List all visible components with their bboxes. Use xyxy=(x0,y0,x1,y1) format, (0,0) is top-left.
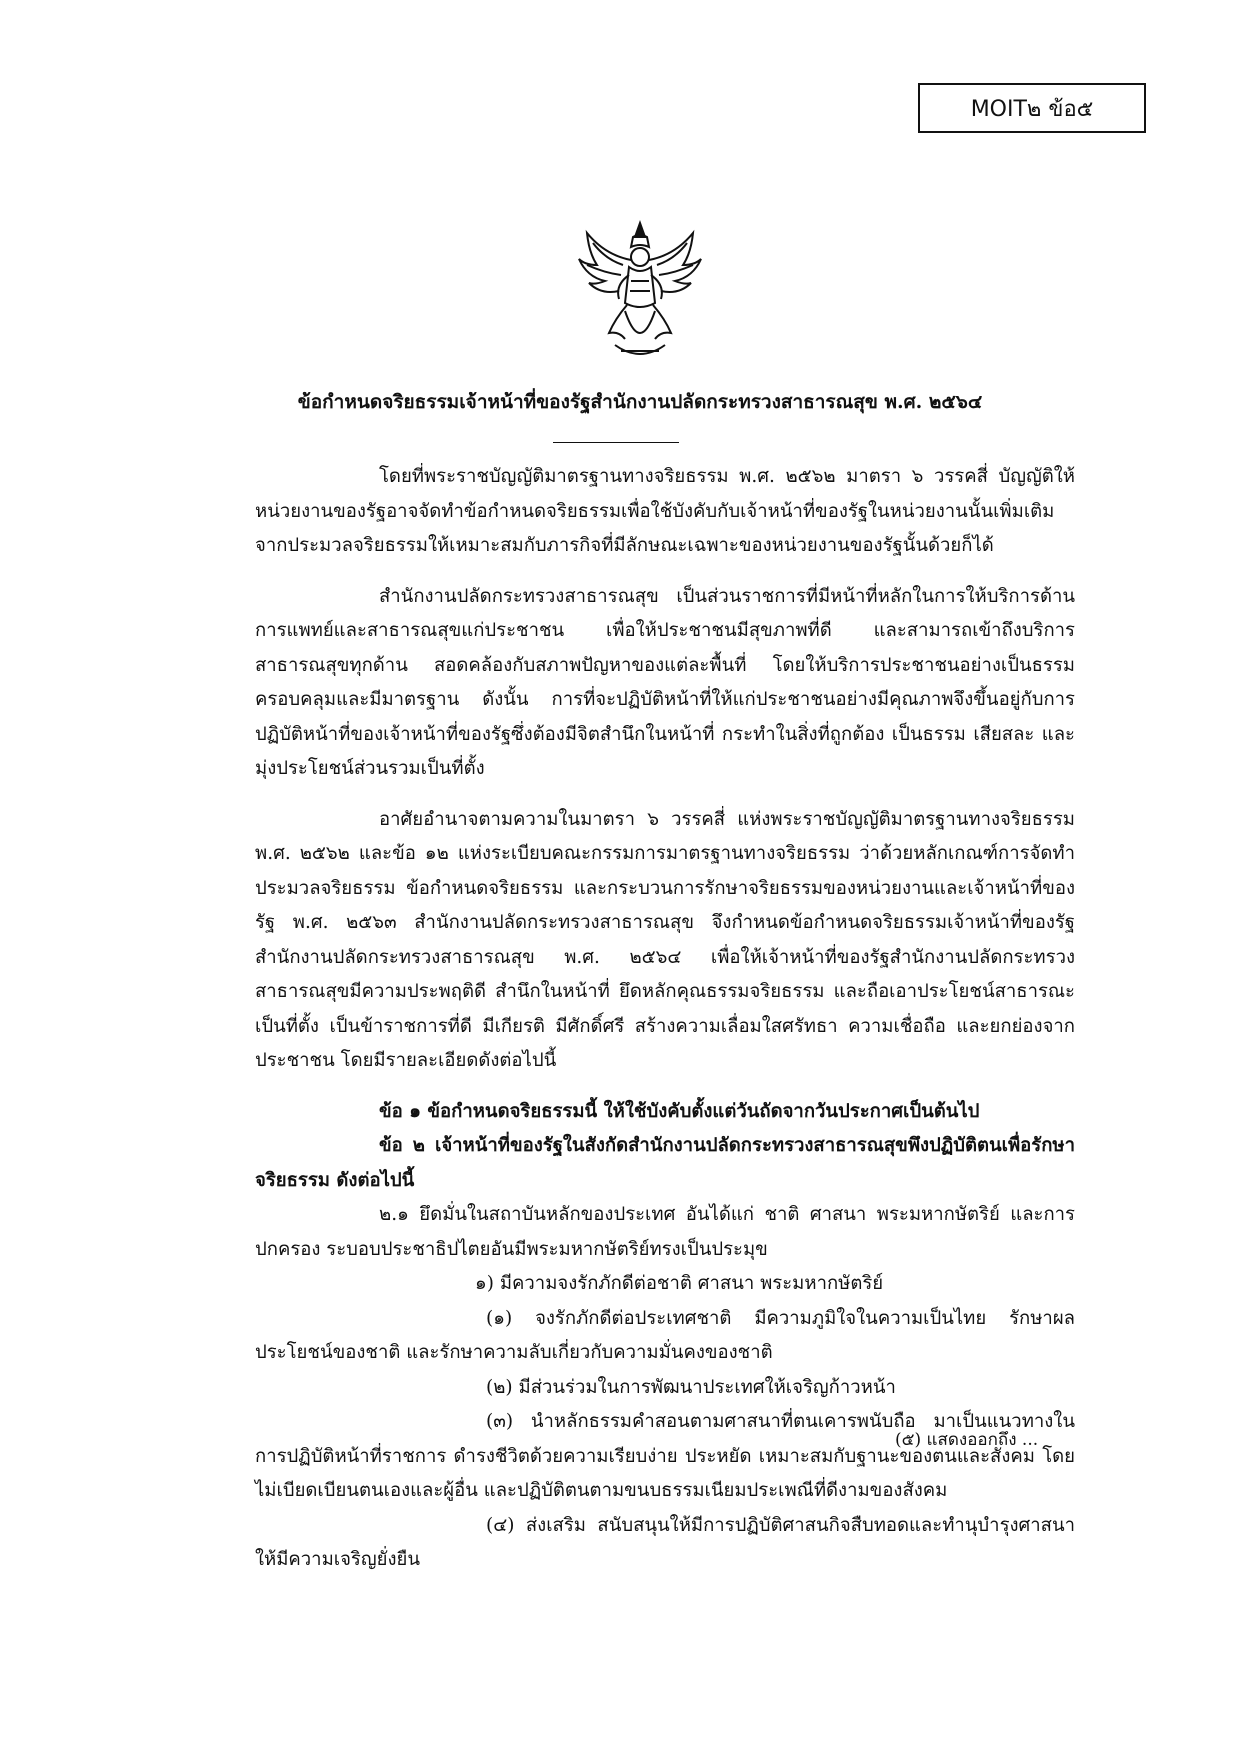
clause-1: ข้อ ๑ ข้อกำหนดจริยธรรมนี้ ให้ใช้บังคับตั้งแต่วันถัดจากวันประกาศเป็นต้นไป xyxy=(379,1100,980,1122)
clause-2-1-1: ๑) มีความจงรักภักดีต่อชาติ ศาสนา พระมหากษัตริย์ xyxy=(475,1273,884,1294)
document-code-box xyxy=(918,83,1146,133)
paragraph-preamble: โดยที่พระราชบัญญัติมาตรฐานทางจริยธรรม พ.ศ. ๒๕๖๒ มาตรา ๖ วรรคสี่ บัญญัติให้หน่วยงานของรัฐอาจจัดทำข้อกำหนดจริยธรรมเพื่อใช้บังคับกับเจ้าหน้าที่ของรัฐในหน่วยงานนั้นเพิ่มเติมจากประมวลจริยธรรมให้เหมาะสมกับภารกิจที่มีลักษณะเฉพาะของหน่วยงานของรัฐนั้นด้วยก็ได้ xyxy=(255,466,1075,556)
next-page-reference: (๕) แสดงออกถึง ... xyxy=(895,1430,1039,1450)
list-item: (๓) นำหลักธรรมคำสอนตามศาสนาที่ตนเคารพนับถือ มาเป็นแนวทางในการปฏิบัติหน้าที่ราชการ ดำรงชีวิตด้วยความเรียบง่าย ประหยัด เหมาะสมกับฐานะของตนและสังคม โดยไม่เบียดเบียนตนเองและผู้อื่น และปฏิบัติตนตามขนบธรรมเนียมประเพณีที่ดีงามของสังคม xyxy=(255,1411,1075,1501)
paragraph-mission: สำนักงานปลัดกระทรวงสาธารณสุข เป็นส่วนราชการที่มีหน้าที่หลักในการให้บริการด้านการแพทย์และสาธารณสุขแก่ประชาชน เพื่อให้ประชาชนมีสุขภาพที่ดี และสามารถเข้าถึงบริการสาธารณสุขทุกด้าน สอดคล้องกับสภาพปัญหาของแต่ละพื้นที่ โดยให้บริการประชาชนอย่างเป็นธรรม ครอบคลุมและมีมาตรฐาน ดังนั้น การที่จะปฏิบัติหน้าที่ให้แก่ประชาชนอย่างมีคุณภาพจึงขึ้นอยู่กับการปฏิบัติหน้าที่ของเจ้าหน้าที่ของรัฐซึ่งต้องมีจิตสำนึกในหน้าที่ กระทำในสิ่งที่ถูกต้อง เป็นธรรม เสียสละ และมุ่งประโยชน์ส่วนรวมเป็นที่ตั้ง xyxy=(255,585,1075,779)
paragraph-authority: อาศัยอำนาจตามความในมาตรา ๖ วรรคสี่ แห่งพระราชบัญญัติมาตรฐานทางจริยธรรม พ.ศ. ๒๕๖๒ และข้อ ๑๒ แห่งระเบียบคณะกรรมการมาตรฐานทางจริยธรรม ว่าด้วยหลักเกณฑ์การจัดทำประมวลจริยธรรม ข้อกำหนดจริยธรรม และกระบวนการรักษาจริยธรรมของหน่วยงานและเจ้าหน้าที่ของรัฐ พ.ศ. ๒๕๖๓ สำนักงานปลัดกระทรวงสาธารณสุข จึงกำหนดข้อกำหนดจริยธรรมเจ้าหน้าที่ของรัฐสำนักงานปลัดกระทรวงสาธารณสุข พ.ศ. ๒๕๖๔ เพื่อให้เจ้าหน้าที่ของรัฐสำนักงานปลัดกระทรวงสาธารณสุขมีความประพฤติดี สำนึกในหน้าที่ ยึดหลักคุณธรรมจริยธรรม และถือเอาประโยชน์สาธารณะเป็นที่ตั้ง เป็นข้าราชการที่ดี มีเกียรติ มีศักดิ์ศรี สร้างความเลื่อมใสศรัทธา ความเชื่อถือ และยกย่องจากประชาชน โดยมีรายละเอียดดังต่อไปนี้ xyxy=(255,808,1075,1071)
page-title: ข้อกำหนดจริยธรรมเจ้าหน้าที่ของรัฐสำนักงานปลัดกระทรวงสาธารณสุข พ.ศ. ๒๕๖๔ xyxy=(297,391,983,413)
clause-2: ข้อ ๒ เจ้าหน้าที่ของรัฐในสังกัดสำนักงานปลัดกระทรวงสาธารณสุขพึงปฏิบัติตนเพื่อรักษาจริยธรรม ดังต่อไปนี้ xyxy=(255,1135,1075,1191)
title-divider xyxy=(553,442,679,443)
document-body xyxy=(255,460,1075,1578)
garuda-emblem-icon xyxy=(575,215,705,365)
list-item: (๑) จงรักภักดีต่อประเทศชาติ มีความภูมิใจในความเป็นไทย รักษาผลประโยชน์ของชาติ และรักษาความลับเกี่ยวกับความมั่นคงของชาติ xyxy=(255,1307,1075,1363)
clause-2-1: ๒.๑ ยึดมั่นในสถาบันหลักของประเทศ อันได้แก่ ชาติ ศาสนา พระมหากษัตริย์ และการปกครอง ระบอบประชาธิปไตยอันมีพระมหากษัตริย์ทรงเป็นประมุข xyxy=(255,1204,1075,1260)
list-item: (๒) มีส่วนร่วมในการพัฒนาประเทศให้เจริญก้าวหน้า xyxy=(486,1376,896,1398)
list-item: (๔) ส่งเสริม สนับสนุนให้มีการปฏิบัติศาสนกิจสืบทอดและทำนุบำรุงศาสนาให้มีความเจริญยั่งยืน xyxy=(255,1514,1075,1570)
document-code: MOIT๒ ข้อ๕ xyxy=(970,96,1094,122)
